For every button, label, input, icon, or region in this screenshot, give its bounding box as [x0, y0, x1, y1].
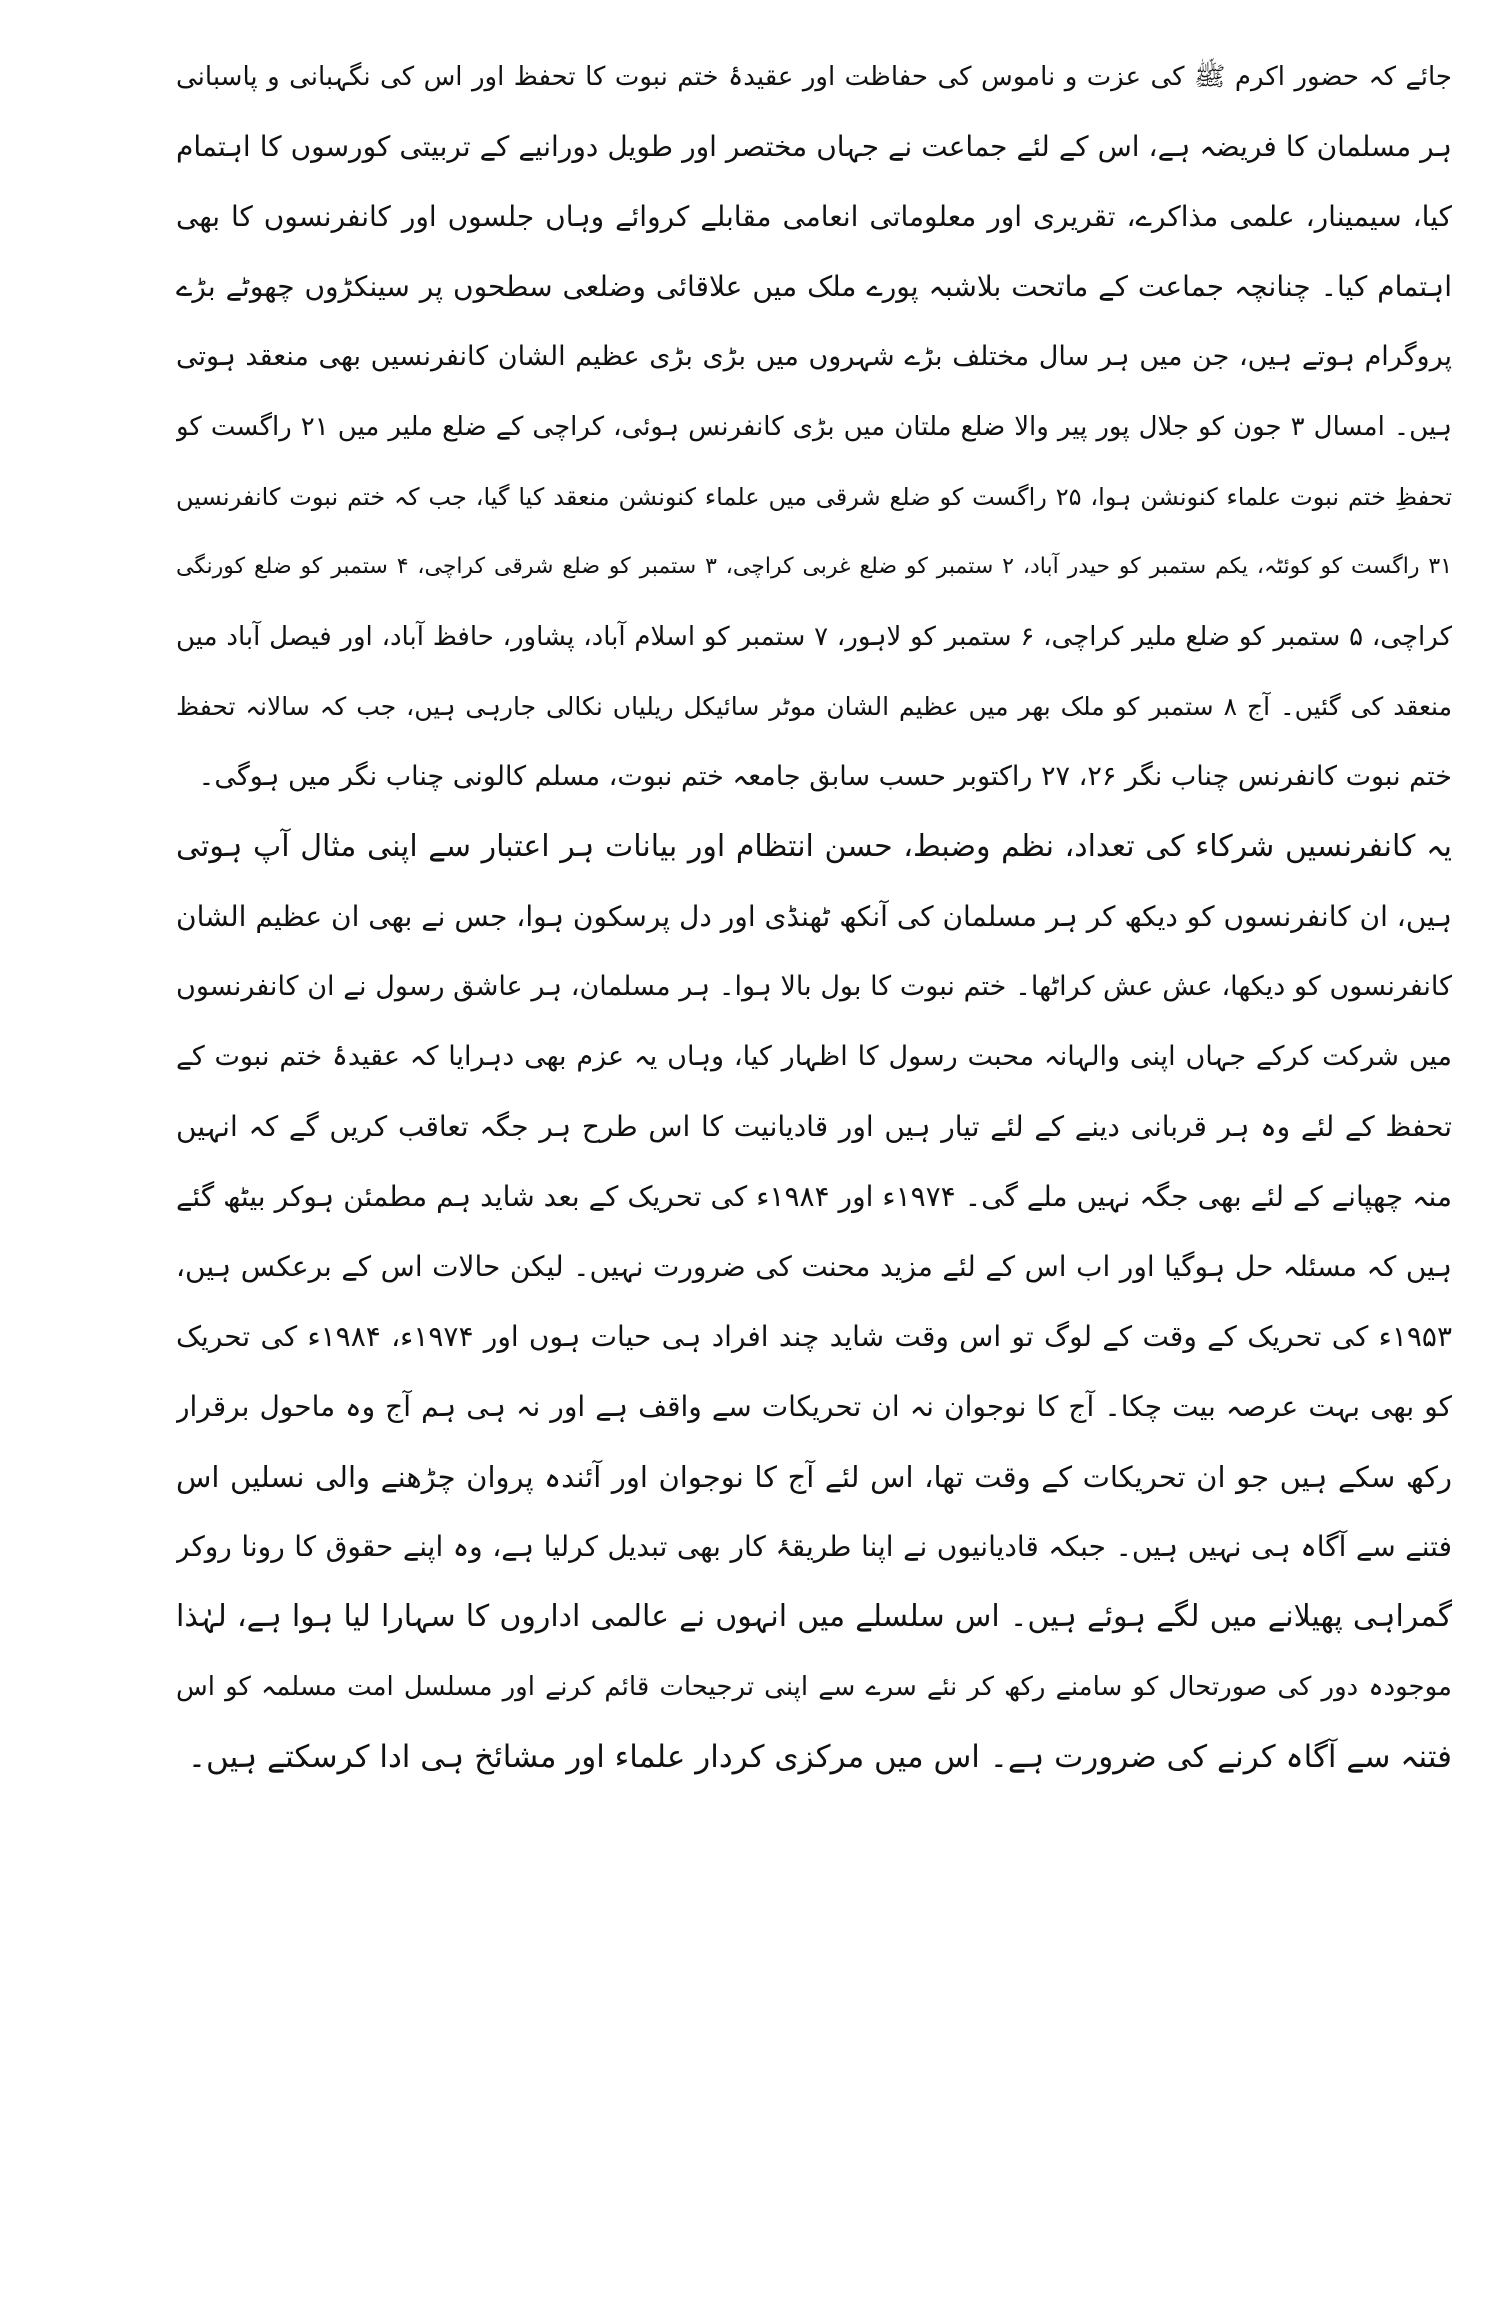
- paragraph-2: [176, 812, 1452, 1792]
- text-line: ہیں۔ امسال ۳ جون کو جلال پور پیر والا ضلع ملتان میں بڑی کانفرنس ہوئی، کراچی کے ضلع ملیر میں ۲۱ راگست کو: [176, 412, 1452, 442]
- text-line: ۳۱ راگست کو کوئٹہ، یکم ستمبر کو حیدر آباد، ۲ ستمبر کو ضلع غربی کراچی، ۳ ستمبر کو ضلع شرقی کراچی، ۴ ستمبر کو ضلع کورنگی: [176, 554, 1452, 579]
- text-line: کانفرنسوں کو دیکھا، عش عش کراٹھا۔ ختم نبوت کا بول بالا ہوا۔ ہر مسلمان، ہر عاشق رسول نے ان کانفرنسوں: [176, 971, 1452, 1002]
- text-line: ہیں کہ مسئلہ حل ہوگیا اور اب اس کے لئے مزید محنت کی ضرورت نہیں۔ لیکن حالات اس کے برعکس ہیں،: [176, 1250, 1452, 1283]
- text-line: گمراہی پھیلانے میں لگے ہوئے ہیں۔ اس سلسلے میں انہوں نے عالمی اداروں کا سہارا لیا ہوا ہے، لہٰذا: [176, 1599, 1452, 1634]
- text-line: ۱۹۵۳ء کی تحریک کے وقت کے لوگ تو اس وقت شاید چند افراد ہی حیات ہوں اور ۱۹۷۴ء، ۱۹۸۴ء کی تحریک: [176, 1320, 1452, 1353]
- text-line: رکھ سکے ہیں جو ان تحریکات کے وقت تھا، اس لئے آج کا نوجوان اور آئندہ پروان چڑھنے والی نسلیں اس: [176, 1460, 1452, 1494]
- text-line: کیا، سیمینار، علمی مذاکرے، تقریری اور معلوماتی انعامی مقابلے کروائے وہاں جلسوں اور کانفرنسوں کا بھی: [176, 200, 1452, 233]
- text-line: منعقد کی گئیں۔ آج ۸ ستمبر کو ملک بھر میں عظیم الشان موٹر سائیکل ریلیاں نکالی جارہی ہیں، جب کہ سالانہ تحفظ: [176, 692, 1452, 721]
- paragraph-1: [176, 42, 1452, 812]
- text-line: ہیں، ان کانفرنسوں کو دیکھ کر ہر مسلمان کی آنکھ ٹھنڈی اور دل پرسکون ہوا، جس نے بھی ان عظیم الشان: [176, 900, 1452, 933]
- text-line: منہ چھپانے کے لئے بھی جگہ نہیں ملے گی۔ ۱۹۷۴ء اور ۱۹۸۴ء کی تحریک کے بعد شاید ہم مطمئن ہوکر بیٹھ گئے: [176, 1180, 1452, 1213]
- text-line: اہتمام کیا۔ چنانچہ جماعت کے ماتحت بلاشبہ پورے ملک میں علاقائی وضلعی سطحوں پر سینکڑوں چھوٹے بڑے: [176, 270, 1452, 303]
- text-line: پروگرام ہوتے ہیں، جن میں ہر سال مختلف بڑے شہروں میں بڑی بڑی عظیم الشان کانفرنسیں بھی منعقد ہوتی: [176, 341, 1452, 372]
- text-line: فتنے سے آگاہ ہی نہیں ہیں۔ جبکہ قادیانیوں نے اپنا طریقۂ کار بھی تبدیل کرلیا ہے، وہ اپنے حقوق کا رونا روکر: [176, 1530, 1452, 1563]
- text-line: کو بھی بہت عرصہ بیت چکا۔ آج کا نوجوان نہ ان تحریکات سے واقف ہے اور نہ ہی ہم آج وہ ماحول برقرار: [176, 1390, 1452, 1423]
- text-line: تحفظ کے لئے وہ ہر قربانی دینے کے لئے تیار ہیں اور قادیانیت کا اس طرح ہر جگہ تعاقب کریں گے کہ انہیں: [176, 1110, 1452, 1143]
- text-line: فتنہ سے آگاہ کرنے کی ضرورت ہے۔ اس میں مرکزی کردار علماء اور مشائخ ہی ادا کرسکتے ہیں۔: [187, 1739, 1452, 1775]
- text-line: تحفظِ ختم نبوت علماء کنونشن ہوا، ۲۵ راگست کو ضلع شرقی میں علماء کنونشن منعقد کیا گیا، جب کہ ختم نبوت کانفرنسیں: [176, 483, 1452, 511]
- text-line: جائے کہ حضور اکرم ﷺ کی عزت و ناموس کی حفاظت اور عقیدۂ ختم نبوت کا تحفظ اور اس کی نگہبانی و پاسبانی: [176, 62, 1452, 92]
- text-line: میں شرکت کرکے جہاں اپنی والہانہ محبت رسول کا اظہار کیا، وہاں یہ عزم بھی دہرایا کہ عقیدۂ ختم نبوت کے: [176, 1041, 1452, 1072]
- text-line: کراچی، ۵ ستمبر کو ضلع ملیر کراچی، ۶ ستمبر کو لاہور، ۷ ستمبر کو اسلام آباد، پشاور، حافظ آباد، اور فیصل آباد میں: [176, 622, 1452, 652]
- text-line: ہر مسلمان کا فریضہ ہے، اس کے لئے جماعت نے جہاں مختصر اور طویل دورانیے کے تربیتی کورسوں کا اہتمام: [176, 130, 1452, 163]
- text-line: یہ کانفرنسیں شرکاء کی تعداد، نظم وضبط، حسن انتظام اور بیانات ہر اعتبار سے اپنی مثال آپ ہوتی: [176, 829, 1452, 864]
- text-line: موجودہ دور کی صورتحال کو سامنے رکھ کر نئے سرے سے اپنی ترجیحات قائم کرنے اور مسلسل امت مسلمہ کو اس: [176, 1672, 1452, 1702]
- text-line: ختم نبوت کانفرنس چناب نگر ۲۶، ۲۷ راکتوبر حسب سابق جامعہ ختم نبوت، مسلم کالونی چناب نگر میں ہوگی۔: [198, 761, 1452, 792]
